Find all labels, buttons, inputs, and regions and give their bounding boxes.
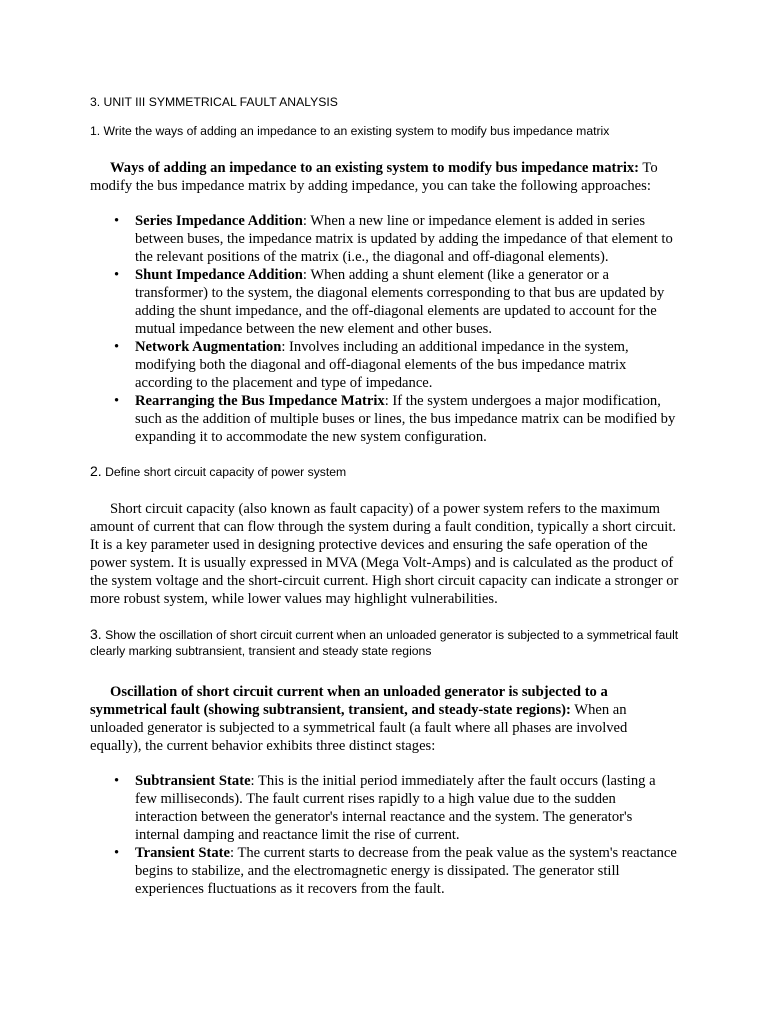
list-item-term: Series Impedance Addition	[135, 213, 303, 229]
list-item	[90, 772, 680, 844]
bullet-icon: •	[114, 845, 120, 861]
bullet-icon: •	[114, 267, 120, 283]
question-1: 1. Write the ways of adding an impedance to an existing system to modify bus impedance matrix	[90, 124, 610, 138]
question-2-text: Define short circuit capacity of power system	[101, 465, 347, 479]
answer-1-heading: Ways of adding an impedance to an existing system to modify bus impedance matrix:	[110, 160, 640, 176]
approaches-list	[90, 212, 680, 446]
bullet-icon: •	[114, 393, 120, 409]
list-item	[90, 392, 680, 446]
list-item	[90, 212, 680, 266]
list-item-term: Network Augmentation	[135, 339, 282, 355]
answer-1-text: To modify the bus impedance matrix by adding impedance, you can take the following approaches:	[90, 160, 658, 194]
bullet-icon: •	[114, 213, 120, 229]
list-item	[90, 338, 680, 392]
bullet-icon: •	[114, 339, 120, 355]
bullet-icon: •	[114, 773, 120, 789]
question-2-number: 2.	[90, 463, 102, 479]
list-item-text: : Involves including an additional impedance in the system, modifying both the diagonal and off-diagonal elements of the bus impedance matrix according to the placement and type of impedance.	[135, 339, 629, 391]
list-item-term: Transient State	[135, 845, 230, 861]
list-item-term: Rearranging the Bus Impedance Matrix	[135, 393, 385, 409]
answer-3-heading: Oscillation of short circuit current when an unloaded generator is subjected to a symmetrical fault (showing subtransient, transient, and steady-state regions):	[90, 684, 608, 718]
list-item-text: : When a new line or impedance element is added in series between buses, the impedance matrix is updated by adding the impedance of that element to the relevant positions of the matrix (i.e., the diagonal and off-diagonal elements).	[135, 213, 673, 265]
states-list	[90, 772, 680, 898]
list-item	[90, 266, 680, 338]
question-3	[90, 626, 680, 659]
list-item-term: Subtransient State	[135, 773, 251, 789]
question-2	[90, 463, 346, 480]
answer-3-text: When an unloaded generator is subjected to a symmetrical fault (a fault where all phases are involved equally), the current behavior exhibits three distinct stages:	[90, 702, 628, 754]
list-item	[90, 844, 680, 898]
list-item-text: : If the system undergoes a major modification, such as the addition of multiple buses or lines, the bus impedance matrix can be modified by expanding it to accommodate the new system configuration.	[135, 393, 676, 445]
answer-1-intro	[90, 159, 680, 195]
question-3-text: Show the oscillation of short circuit current when an unloaded generator is subjected to a symmetrical fault clearly marking subtransient, transient and steady state regions	[90, 628, 679, 658]
list-item-text: : This is the initial period immediately after the fault occurs (lasting a few milliseconds). The fault current rises rapidly to a high value due to the sudden interaction between the generator's internal reactance and the system. The generator's internal damping and reactance limit the rise of current.	[135, 773, 656, 843]
section-title: 3. UNIT III SYMMETRICAL FAULT ANALYSIS	[90, 95, 338, 109]
list-item-text: : The current starts to decrease from the peak value as the system's reactance begins to stabilize, and the electromagnetic energy is dissipated. The generator still experiences fluctuations as it recovers from the fault.	[135, 845, 677, 897]
list-item-term: Shunt Impedance Addition	[135, 267, 303, 283]
question-3-number: 3.	[90, 626, 102, 642]
list-item-text: : When adding a shunt element (like a generator or a transformer) to the system, the diagonal elements corresponding to that bus are updated by adding the shunt impedance, and the off-diagonal elements are updated to account for the mutual impedance between the new element and other buses.	[135, 267, 665, 337]
answer-3-intro	[90, 683, 680, 755]
answer-2: Short circuit capacity (also known as fault capacity) of a power system refers to the maximum amount of current that can flow through the system during a fault condition, typically a short circuit. It is a key parameter used in designing protective devices and ensuring the safe operation of the power system. It is usually expressed in MVA (Mega Volt-Amps) and is calculated as the product of the system voltage and the short-circuit current. High short circuit capacity can indicate a stronger or more robust system, while lower values may highlight vulnerabilities.	[90, 501, 679, 607]
